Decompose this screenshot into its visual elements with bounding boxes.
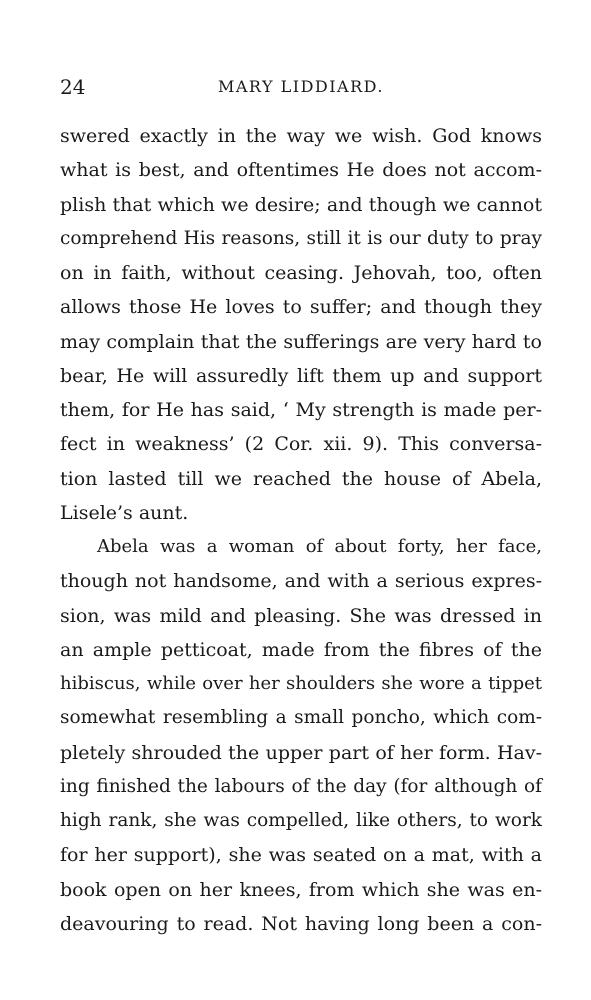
text-line: comprehend His reasons, still it is our duty to pray (60, 227, 542, 249)
text-line: swered exactly in the way we wish. God knows (60, 125, 542, 147)
text-line: pletely shrouded the upper part of her form. Hav- (60, 741, 542, 764)
running-head (60, 74, 542, 100)
paragraph (60, 119, 542, 530)
text-line: fect in weakness’ (2 Cor. xii. 9). This conversa- (60, 433, 542, 456)
text-line: high rank, she was compelled, like others, to work (60, 810, 542, 831)
text-line: ing finished the labours of the day (for although of (60, 775, 542, 797)
running-title: MARY LIDDIARD. (217, 77, 384, 96)
text-line: allows those He loves to suffer; and though they (60, 296, 542, 319)
text-line: bear, He will assuredly lift them up and support (60, 364, 542, 387)
text-line: though not handsome, and with a serious expres- (60, 570, 542, 593)
text-line: tion lasted till we reached the house of Abela, (60, 467, 542, 490)
body-text (60, 119, 542, 941)
text-line: Abela was a woman of about forty, her face, (97, 536, 542, 557)
text-line: Lisele’s aunt. (60, 501, 189, 524)
page-number: 24 (60, 75, 86, 99)
text-line: on in faith, without ceasing. Jehovah, too, often (60, 262, 542, 284)
text-line: them, for He has said, ‘ My strength is made per- (60, 399, 542, 421)
text-line: plish that which we desire; and though we cannot (60, 193, 542, 216)
text-line: somewhat resembling a small poncho, which com- (60, 707, 542, 729)
text-line: for her support), she was seated on a mat, with a (60, 844, 542, 867)
text-line: may complain that the sufferings are very hard to (60, 330, 542, 353)
text-line: hibiscus, while over her shoulders she wore a tippet (60, 673, 542, 694)
text-line: an ample petticoat, made from the fibres of the (60, 638, 542, 661)
text-line: deavouring to read. Not having long been a con- (60, 912, 542, 935)
text-line: sion, was mild and pleasing. She was dressed in (60, 604, 542, 627)
text-line: book open on her knees, from which she was en- (60, 878, 542, 901)
paragraph (60, 530, 542, 941)
text-line: what is best, and oftentimes He does not accom- (60, 159, 542, 182)
